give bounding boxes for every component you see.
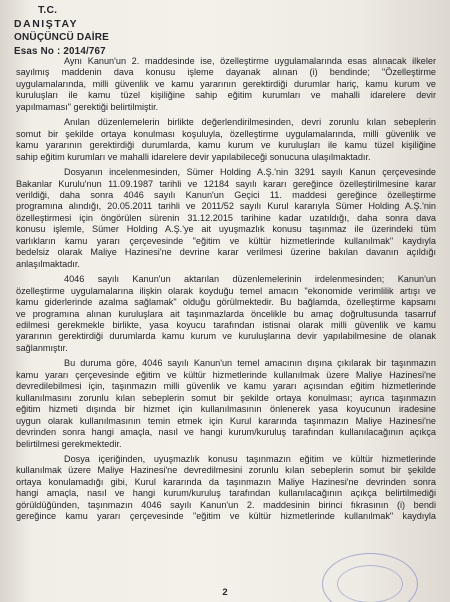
header-court: DANIŞTAY — [14, 18, 79, 30]
page-number: 2 — [222, 587, 228, 598]
text-line: kuruluşları ile kamu tüzel kişiliğine sahip eğitim kurumları ve mahalli idarelere devir — [16, 90, 436, 101]
paragraph — [16, 167, 436, 270]
text-line: kullanılmak üzere Maliye Hazinesi'ne devredilmesini zorunlu kılan sebeplerin somut bir şekilde — [16, 465, 436, 476]
text-line: uygun olarak kullanılmasının temin etmek için Kurul kararında taşınmazın Maliye Hazinesi'ne — [16, 415, 436, 426]
text-line: görüldüğünden, taşınmazın 4046 sayılı Kanun'un 2. maddesinin birinci fıkrasının (i) bendi — [16, 499, 436, 510]
text-line: gereğince kamu yararı çerçevesinde "eğitim ve kültür hizmetlerinde kullanılmak" kaydıyla — [16, 511, 436, 522]
text-line: Bu duruma göre, 4046 sayılı Kanun'un temel amacının dışına çıkılarak bir taşınmazın — [64, 358, 436, 369]
text-line: sağlanmıştır. — [16, 342, 68, 353]
text-line: kamu yararının gerektirdiği durumlarda, kamu kurum ve kuruluşları ile kamu tüzel kişiliğine — [16, 140, 436, 151]
text-line: Anılan düzenlemelerin birlikte değerlendirilmesinden, devri zorunlu kılan sebeplerin — [64, 117, 436, 128]
document-header — [14, 4, 109, 58]
text-line: ortaya konulamadığı gibi, Kurul kararında da taşınmazın Maliye Hazinesi'ne devrinden sonra — [16, 476, 436, 487]
text-line: eğitim hizmeti dışında bir hizmet için kullanılmasının önlenerek yasa koyucunun iradesine — [16, 404, 436, 415]
text-line: kamu yararı çerçevesinde eğitim ve kültür hizmetlerinde kullanılmak üzere Maliye Hazinesi'ne — [16, 369, 436, 380]
text-line: yapılmaması" gerektiği belirtilmiştir. — [16, 101, 159, 112]
text-line: sayılmış maddenin dava konusu işleme dayanak alınan (i) bendinde; "Özelleştirme — [16, 67, 436, 78]
header-tc: T.C. — [38, 5, 58, 16]
text-line: Dosyanın incelenmesinden, Sümer Holding A.Ş.'nin 3291 sayılı Kanun çerçevesinde — [64, 167, 436, 178]
text-line: verildiği, daha sonra 4046 sayılı Kanun'un Geçici 11. maddesi gereğince özelleştirme — [16, 189, 436, 200]
text-line: Aynı Kanun'un 2. maddesinde ise, özelleştirme uygulamalarında esas alınacak ilkeler — [64, 56, 436, 66]
text-line: varlıkların kamu yararı çerçevesinde "eğitim ve kültür hizmetlerinde kullanılmak" kaydıyla — [16, 235, 436, 246]
text-line: bedelsiz olarak Maliye Hazinesi'ne devrine karar verilmesi üzerine bakılan davanın açıldığı — [16, 247, 436, 258]
document-body — [16, 56, 436, 527]
text-line: uygulamalarında, milli güvenlik ve kamu yararının gerektirdiği durumlar hariç, kamu kurum ve — [16, 78, 436, 89]
paragraph — [16, 454, 436, 523]
text-line: kullanılmasını zorunlu kılan sebeplerin somut bir şekilde ortaya konulması; ayrıca taşınmazın — [16, 392, 436, 403]
text-line: konusu işlemle, Sümer Holding A.Ş.'ye ait uyuşmazlık konusu taşınmaz ile üzerindeki tüm — [16, 224, 436, 235]
text-line: edilmesi gerekmekle birlikte, yasa koyucu tarafından istisnai olarak milli güvenlik ve kamu — [16, 319, 436, 330]
text-line: 4046 sayılı Kanun'un aktarılan düzenlemelerinin irdelenmesinden; Kanun'un — [64, 274, 436, 285]
text-line: belirtilmesi gerekmektedir. — [16, 438, 122, 449]
paragraph — [16, 274, 436, 354]
text-line: devredilebilmesi için, taşınmazın milli güvenlik ve kamu yararı açısından eğitim hizmetlerinde — [16, 381, 436, 392]
text-line: Bakanlar Kurulu'nun 11.09.1987 tarihli ve 12184 sayılı kararı gereğince özelleştirilmesine karar — [16, 178, 436, 189]
text-line: anlaşılmaktadır. — [16, 258, 80, 269]
header-chamber: ONÜÇÜNCÜ DAİRE — [14, 32, 110, 43]
text-line: özelleştirmesi için öngörülen sürenin 31.12.2015 tarihine kadar uzatıldığı, daha sonra dava — [16, 212, 436, 223]
text-line: devrinden sonra hangi amaçla, nasıl ve hangi kurum/kuruluş tarafından kullanılacağının açıkça — [16, 427, 436, 438]
text-line: yararının gerektirdiği durumlarda kamu kurum ve kuruluşlarına devir yapılabilmesine de olanak — [16, 331, 436, 342]
paragraph — [16, 358, 436, 450]
text-line: kamu giderlerinde azalma sağlamak" olduğu görülmektedir. Bu bağlamda, özelleştirme kapsamı — [16, 297, 436, 308]
paragraph — [16, 117, 436, 163]
text-line: özelleştirme uygulamalarına ilişkin olarak koyduğu temel amacın "ekonomide verimlilik artışı ve — [16, 285, 436, 296]
text-line: hangi amaçla, nasıl ve hangi kurum/kuruluş tarafından kullanılacağının açıkça belirtilmediği — [16, 488, 436, 499]
text-line: Dosya içeriğinden, uyuşmazlık konusu taşınmazın eğitim ve kültür hizmetlerinde — [64, 453, 436, 464]
paragraph — [16, 56, 436, 113]
text-line: somut bir şekilde ortaya konulması koşuluyla, özelleştirme uygulamalarında, milli güvenlik ve — [16, 128, 436, 139]
header-case-number: Esas No : 2014/767 — [14, 45, 106, 57]
text-line: programına alındığı, 20.05.2011 tarihli ve 2011/52 sayılı Kurul kararıyla Sümer Holding A.Ş.'nin — [16, 201, 436, 212]
text-line: sahip eğitim kurumları ve mahalli idarelere devir yapılabileceği sonucuna ulaşılmaktadır. — [16, 151, 371, 162]
text-line: ve programına alınan kuruluşlara ait taşınmazlarda öncelikle bu amaç doğrultusunda tasarruf — [16, 308, 436, 319]
